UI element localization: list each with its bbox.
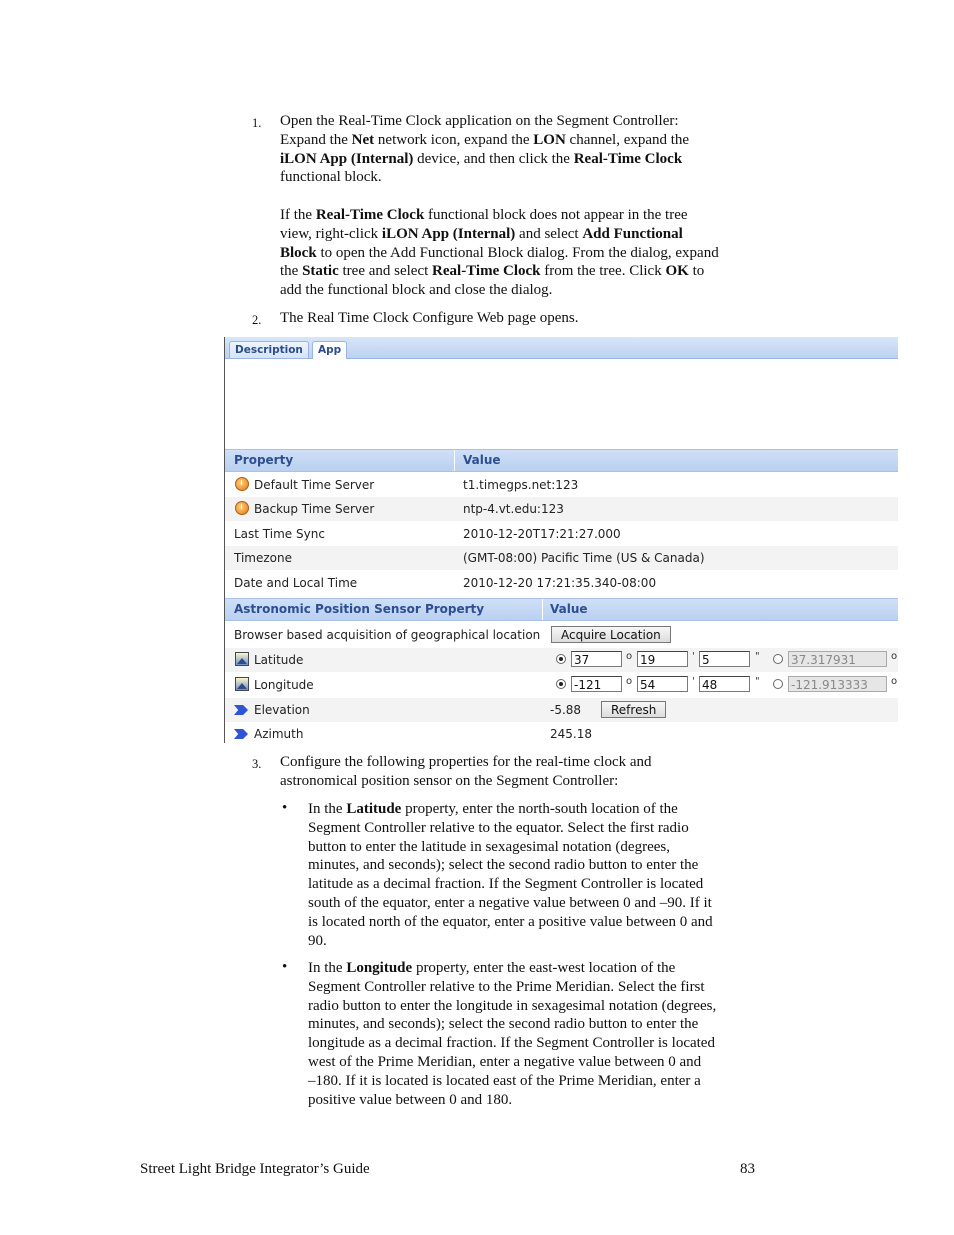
row-property: Backup Time Server bbox=[254, 502, 375, 516]
text-line: view, right-click iLON App (Internal) and select Add Functional bbox=[280, 225, 683, 242]
header-astronomic-property: Astronomic Position Sensor Property bbox=[234, 602, 485, 616]
text-line: south of the equator, enter a negative value between 0 and –90. If it bbox=[308, 894, 712, 911]
degree-mark: o bbox=[891, 676, 898, 687]
acquire-location-button[interactable]: Acquire Location bbox=[551, 626, 671, 643]
latitude-bullet-text bbox=[308, 800, 713, 950]
configure-web-page-screenshot bbox=[224, 337, 898, 743]
arrow-icon bbox=[234, 729, 248, 739]
text-line: the Static tree and select Real-Time Clock from the tree. Click OK to bbox=[280, 263, 705, 280]
latitude-label: Latitude bbox=[254, 653, 304, 667]
bold-term: Latitude bbox=[346, 801, 402, 817]
step-3-text bbox=[280, 753, 652, 791]
text-line: astronomical position sensor on the Segment Controller: bbox=[280, 772, 619, 789]
bold-term: Real-Time Clock bbox=[573, 150, 683, 167]
text-line: positive value between 0 and 180. bbox=[308, 1091, 513, 1108]
step-1-text bbox=[280, 112, 689, 187]
longitude-minutes-input[interactable]: 54 bbox=[637, 676, 688, 692]
degree-mark: o bbox=[891, 651, 898, 662]
longitude-degrees-input[interactable]: -121 bbox=[571, 676, 622, 692]
arrow-icon bbox=[234, 705, 248, 715]
bold-term: Longitude bbox=[346, 960, 413, 976]
latitude-minutes-input[interactable]: 19 bbox=[637, 651, 688, 667]
row-property: Timezone bbox=[234, 551, 292, 565]
table-row bbox=[225, 522, 898, 546]
longitude-decimal-input[interactable]: -121.913333 bbox=[788, 676, 887, 692]
step-number: 3. bbox=[252, 757, 262, 771]
bold-term: Static bbox=[302, 263, 339, 280]
text-line: In the Longitude property, enter the east-west location of the bbox=[308, 960, 676, 976]
azimuth-row bbox=[225, 722, 898, 743]
clock-icon bbox=[235, 501, 249, 515]
bold-term: iLON App (Internal) bbox=[381, 225, 516, 242]
text-line: Block to open the Add Functional Block dialog. From the dialog, expand bbox=[280, 244, 719, 261]
latitude-decimal-radio[interactable] bbox=[773, 654, 783, 664]
degree-mark: o bbox=[626, 651, 633, 662]
second-mark: " bbox=[755, 676, 760, 687]
astronomic-table-header bbox=[225, 598, 898, 621]
bold-term: Block bbox=[280, 244, 317, 261]
text-line: button to enter the latitude in sexagesimal notation (degrees, bbox=[308, 838, 670, 855]
elevation-label: Elevation bbox=[254, 703, 310, 717]
minute-mark: ' bbox=[692, 676, 695, 687]
step-1-note bbox=[280, 206, 719, 300]
row-value[interactable]: 2010-12-20 17:21:35.340-08:00 bbox=[463, 576, 657, 590]
longitude-decimal-radio[interactable] bbox=[773, 679, 783, 689]
page-number: 83 bbox=[740, 1161, 755, 1177]
refresh-button[interactable]: Refresh bbox=[601, 701, 666, 718]
bold-term: Real-Time Clock bbox=[432, 263, 541, 280]
table-row bbox=[225, 473, 898, 497]
row-value[interactable]: 2010-12-20T17:21:27.000 bbox=[463, 527, 621, 541]
text-line: minutes, and seconds); select the second radio button to enter the bbox=[308, 857, 699, 874]
text-line: west of the Prime Meridian, enter a negative value between 0 and bbox=[308, 1053, 702, 1070]
table-row bbox=[225, 497, 898, 521]
text-line: Configure the following properties for the real-time clock and bbox=[280, 754, 652, 770]
clock-icon bbox=[235, 477, 249, 491]
text-line: Segment Controller relative to the Prime Meridian. Select the first bbox=[308, 978, 705, 995]
elevation-value: -5.88 bbox=[550, 703, 582, 717]
row-value[interactable]: ntp-4.vt.edu:123 bbox=[463, 502, 564, 516]
row-property: Default Time Server bbox=[254, 478, 375, 492]
bullet-mark: • bbox=[282, 959, 288, 975]
longitude-bullet-text bbox=[308, 959, 716, 1109]
longitude-seconds-input[interactable]: 48 bbox=[699, 676, 750, 692]
text-line: –180. If it is located is located east of the Prime Meridian, enter a bbox=[308, 1072, 701, 1089]
latitude-row bbox=[225, 648, 898, 672]
header-value: Value bbox=[550, 602, 588, 616]
text-line: radio button to enter the longitude in sexagesimal notation (degrees, bbox=[308, 997, 717, 1014]
row-value[interactable]: t1.timegps.net:123 bbox=[463, 478, 579, 492]
text-line: iLON App (Internal) device, and then click the Real-Time Clock bbox=[280, 150, 683, 167]
table-row bbox=[225, 571, 898, 595]
text-line: If the Real-Time Clock functional block does not appear in the tree bbox=[280, 207, 688, 223]
longitude-row bbox=[225, 673, 898, 697]
bold-term: LON bbox=[533, 131, 566, 148]
text-line: Expand the Net network icon, expand the LON channel, expand the bbox=[280, 131, 690, 148]
image-icon bbox=[235, 652, 249, 666]
property-table-header bbox=[225, 449, 898, 472]
text-line: minutes, and seconds); select the second radio button to enter the bbox=[308, 1016, 699, 1033]
header-value: Value bbox=[463, 453, 501, 467]
bold-term: Real-Time Clock bbox=[315, 207, 425, 223]
bold-term: Net bbox=[351, 131, 375, 148]
image-icon bbox=[235, 677, 249, 691]
step-2-text bbox=[280, 309, 578, 328]
bold-term: iLON App (Internal) bbox=[280, 150, 414, 167]
text-line: Open the Real-Time Clock application on the Segment Controller: bbox=[280, 113, 679, 129]
text-line: The Real Time Clock Configure Web page opens. bbox=[280, 310, 579, 326]
row-property: Browser based acquisition of geographical location bbox=[234, 628, 541, 642]
latitude-sexagesimal-radio[interactable] bbox=[556, 654, 566, 664]
azimuth-label: Azimuth bbox=[254, 727, 304, 741]
footer-title: Street Light Bridge Integrator’s Guide bbox=[140, 1161, 370, 1177]
minute-mark: ' bbox=[692, 651, 695, 662]
azimuth-value: 245.18 bbox=[550, 727, 592, 741]
longitude-label: Longitude bbox=[254, 678, 314, 692]
step-number: 2. bbox=[252, 313, 262, 327]
text-line: 90. bbox=[308, 932, 327, 949]
elevation-row bbox=[225, 698, 898, 722]
text-line: Segment Controller relative to the equator. Select the first radio bbox=[308, 819, 689, 836]
latitude-seconds-input[interactable]: 5 bbox=[699, 651, 750, 667]
longitude-sexagesimal-radio[interactable] bbox=[556, 679, 566, 689]
text-line: is located north of the equator, enter a positive value between 0 and bbox=[308, 913, 713, 930]
tab-bar bbox=[225, 337, 898, 359]
text-line: latitude as a decimal fraction. If the Segment Controller is located bbox=[308, 876, 704, 893]
bold-term: OK bbox=[665, 263, 689, 280]
bold-term: Add Functional bbox=[582, 225, 683, 242]
row-value[interactable]: (GMT-08:00) Pacific Time (US & Canada) bbox=[463, 551, 705, 565]
latitude-degrees-input[interactable]: 37 bbox=[571, 651, 622, 667]
bullet-mark: • bbox=[282, 800, 288, 816]
second-mark: " bbox=[755, 651, 760, 662]
tab-app[interactable]: App bbox=[312, 341, 347, 359]
text-line: In the Latitude property, enter the north-south location of the bbox=[308, 801, 678, 817]
latitude-decimal-input[interactable]: 37.317931 bbox=[788, 651, 887, 667]
step-number: 1. bbox=[252, 116, 262, 130]
table-row bbox=[225, 546, 898, 570]
table-row bbox=[225, 623, 898, 647]
row-property: Date and Local Time bbox=[234, 576, 358, 590]
text-line: functional block. bbox=[280, 169, 382, 186]
header-property: Property bbox=[234, 453, 294, 467]
text-line: longitude as a decimal fraction. If the Segment Controller is located bbox=[308, 1035, 715, 1052]
tab-description[interactable]: Description bbox=[229, 341, 309, 358]
degree-mark: o bbox=[626, 676, 633, 687]
text-line: add the functional block and close the dialog. bbox=[280, 282, 553, 299]
row-property: Last Time Sync bbox=[234, 527, 325, 541]
